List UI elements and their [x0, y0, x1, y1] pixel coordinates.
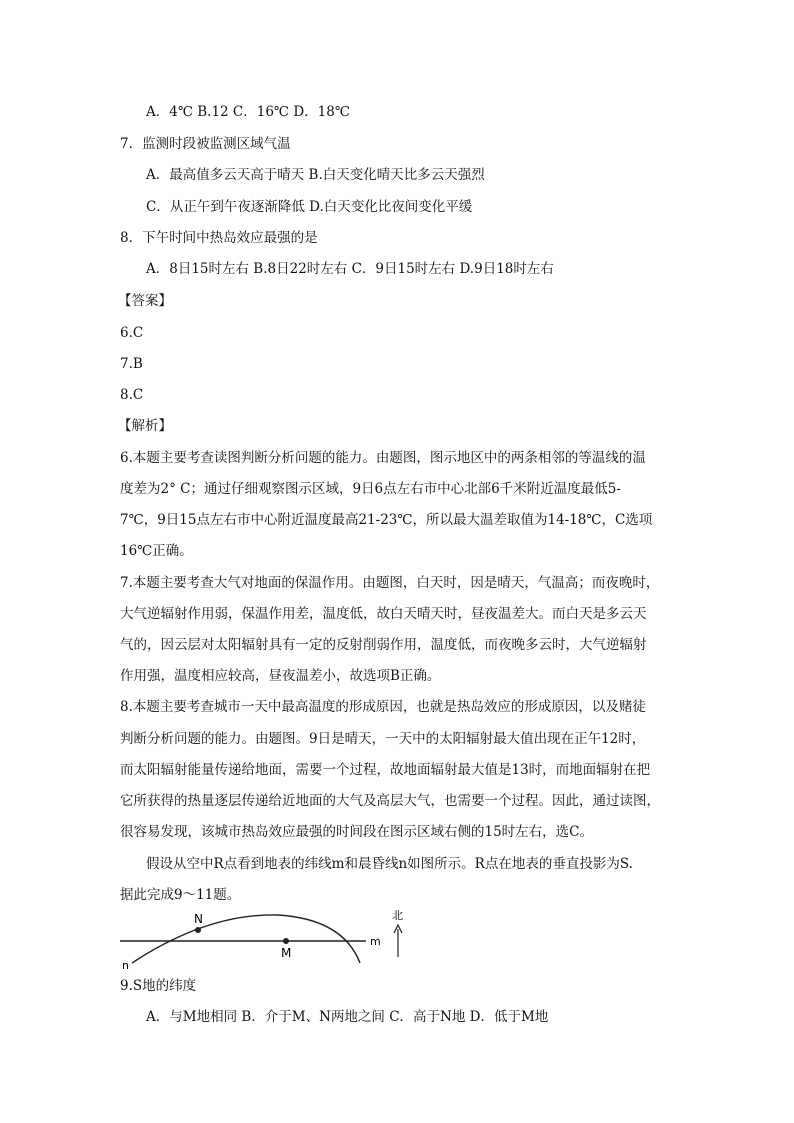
latitude-terminator-figure: [118, 905, 418, 971]
analysis-8-line: 判断分析问题的能力。由题图。9日是晴天，一天中的太阳辐射最大值出现在正午12时，: [120, 731, 646, 747]
label-n-point: N: [194, 912, 203, 926]
analysis-header: 【解析】: [118, 418, 172, 434]
answer-header: 【答案】: [118, 293, 172, 309]
q8-stem: 8．下午时间中热岛效应最强的是: [120, 230, 318, 246]
analysis-7-line: 7.本题主要考查大气对地面的保温作用。由题图，白天时，因是晴天，气温高；而夜晚时，: [120, 575, 660, 591]
label-n-line: n: [122, 959, 129, 971]
analysis-6-line: 6.本题主要考查读图判断分析问题的能力。由题图，图示地区中的两条相邻的等温线的温: [120, 450, 646, 466]
analysis-8-line: 它所获得的热量逐层传递给近地面的大气及高层大气，也需要一个过程。因此，通过读图，: [120, 793, 660, 809]
terminator-curve-n: [132, 915, 360, 963]
analysis-6-line: 7℃，9日15点左右市中心附近温度最高21-23℃，所以最大温差取值为14-18℃，C选项: [120, 512, 653, 528]
analysis-7-line: 气的，因云层对太阳辐射具有一定的反射削弱作用，温度低，而夜晚多云时，大气逆辐射: [120, 637, 647, 653]
point-m-marker: [283, 938, 289, 944]
q7-stem: 7．监测时段被监测区域气温: [120, 136, 291, 152]
q6-options: A．4℃ B.12 C．16℃ D．18℃: [146, 104, 350, 120]
q8-options: A．8日15时左右 B.8日22时左右 C．9日15时左右 D.9日18时左右: [146, 261, 554, 277]
analysis-6-line: 16℃正确。: [120, 543, 193, 559]
answer-7: 7.B: [120, 356, 143, 372]
intro-line: 假设从空中R点看到地表的纬线m和晨昏线n如图所示。R点在地表的垂直投影为S.: [146, 856, 633, 872]
label-m-line: m: [370, 935, 381, 948]
label-north: 北: [392, 909, 403, 922]
analysis-6-line: 度差为2° C；通过仔细观察图示区域，9日6点左右市中心北部6千米附近温度最低5-: [120, 481, 621, 497]
label-m-point: M: [281, 946, 292, 960]
analysis-8-line: 而太阳辐射能量传递给地面，需要一个过程，故地面辐射最大值是13时，而地面辐射在把: [120, 762, 651, 778]
intro-line: 据此完成9～11题。: [120, 887, 241, 903]
analysis-7-line: 大气逆辐射作用弱，保温作用差，温度低，故白天晴天时，昼夜温差大。而白天是多云天: [120, 606, 647, 622]
point-n-marker: [195, 927, 201, 933]
analysis-8-line: 很容易发现，该城市热岛效应最强的时间段在图示区域右侧的15时左右，选C。: [120, 824, 594, 840]
answer-6: 6.C: [120, 325, 144, 341]
q7-options-cd: C．从正午到午夜逐渐降低 D.白天变化比夜间变化平缓: [146, 199, 473, 215]
answer-8: 8.C: [120, 387, 144, 403]
q9-stem: 9.S地的纬度: [120, 978, 197, 994]
analysis-7-line: 作用强，温度相应较高，昼夜温差小，故选项B正确。: [120, 668, 441, 684]
analysis-8-line: 8.本题主要考查城市一天中最高温度的形成原因，也就是热岛效应的形成原因，以及赌徒: [120, 699, 646, 715]
q7-options-ab: A．最高值多云天高于晴天 B.白天变化晴天比多云天强烈: [146, 167, 485, 183]
q9-options: A．与M地相同 B．介于M、N两地之间 C．高于N地 D．低于M地: [146, 1009, 549, 1025]
